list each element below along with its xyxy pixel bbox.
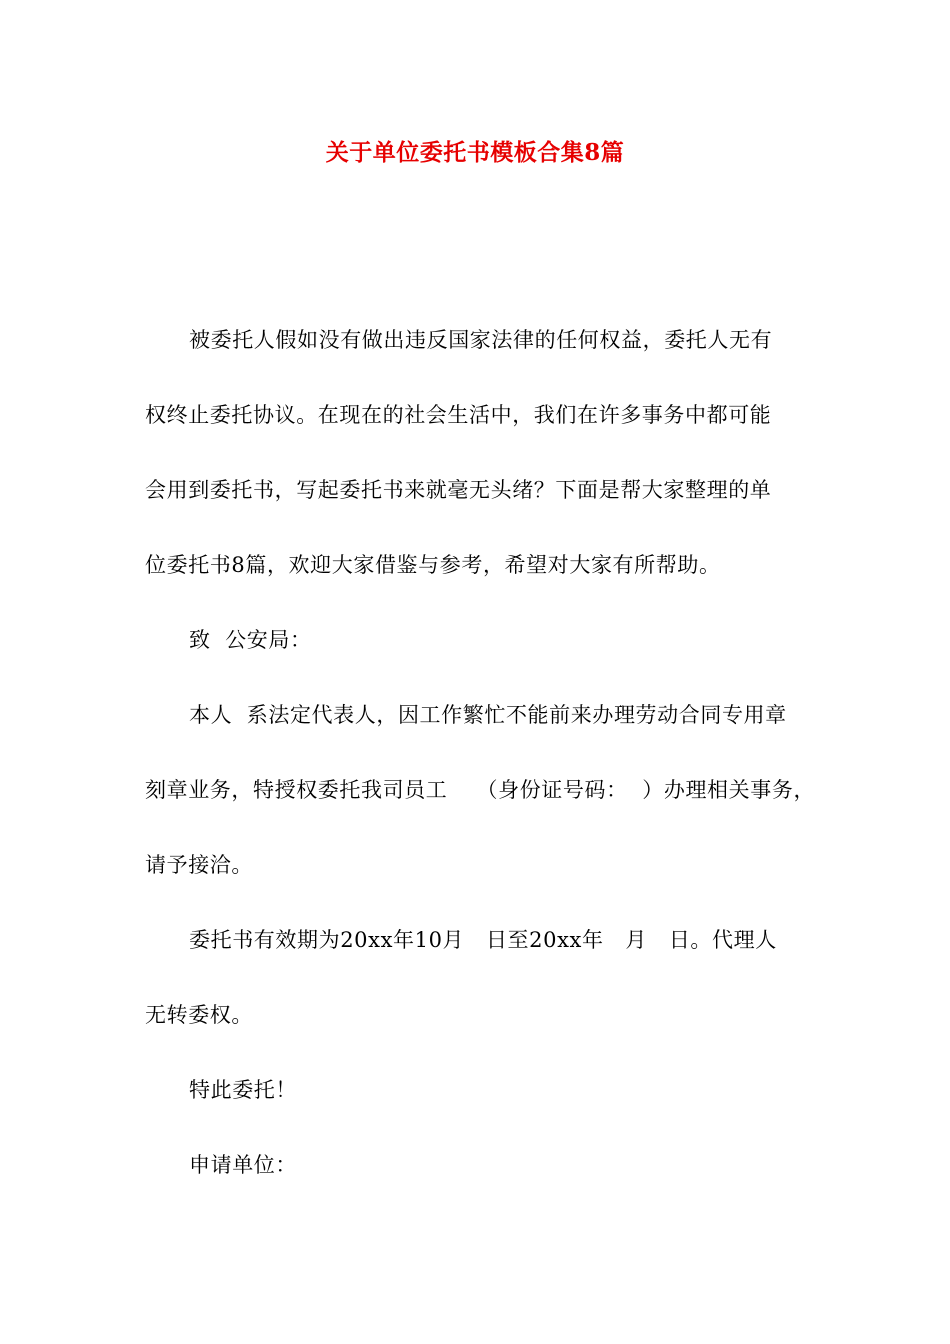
salutation-line: 致 公安局： [189, 628, 312, 652]
closing-line: 特此委托！ [189, 1078, 297, 1102]
body-line: 刻章业务，特授权委托我司员工 （身份证号码： ）办理相关事务， [145, 778, 816, 802]
document-title: 关于单位委托书模板合集8篇 [325, 139, 625, 166]
body-line: 会用到委托书，写起委托书来就毫无头绪？下面是帮大家整理的单 [145, 478, 772, 502]
body-line: 权终止委托协议。在现在的社会生活中，我们在许多事务中都可能 [145, 403, 772, 427]
body-line: 请予接洽。 [145, 853, 253, 877]
applicant-line: 申请单位： [189, 1153, 297, 1177]
body-line: 本人 系法定代表人，因工作繁忙不能前来办理劳动合同专用章 [189, 703, 787, 727]
body-line: 无转委权。 [145, 1003, 253, 1027]
body-line: 位委托书8篇，欢迎大家借鉴与参考，希望对大家有所帮助。 [145, 553, 721, 577]
body-line: 委托书有效期为20xx年10月 日至20xx年 月 日。代理人 [189, 928, 777, 952]
body-line: 被委托人假如没有做出违反国家法律的任何权益，委托人无有 [189, 328, 773, 352]
